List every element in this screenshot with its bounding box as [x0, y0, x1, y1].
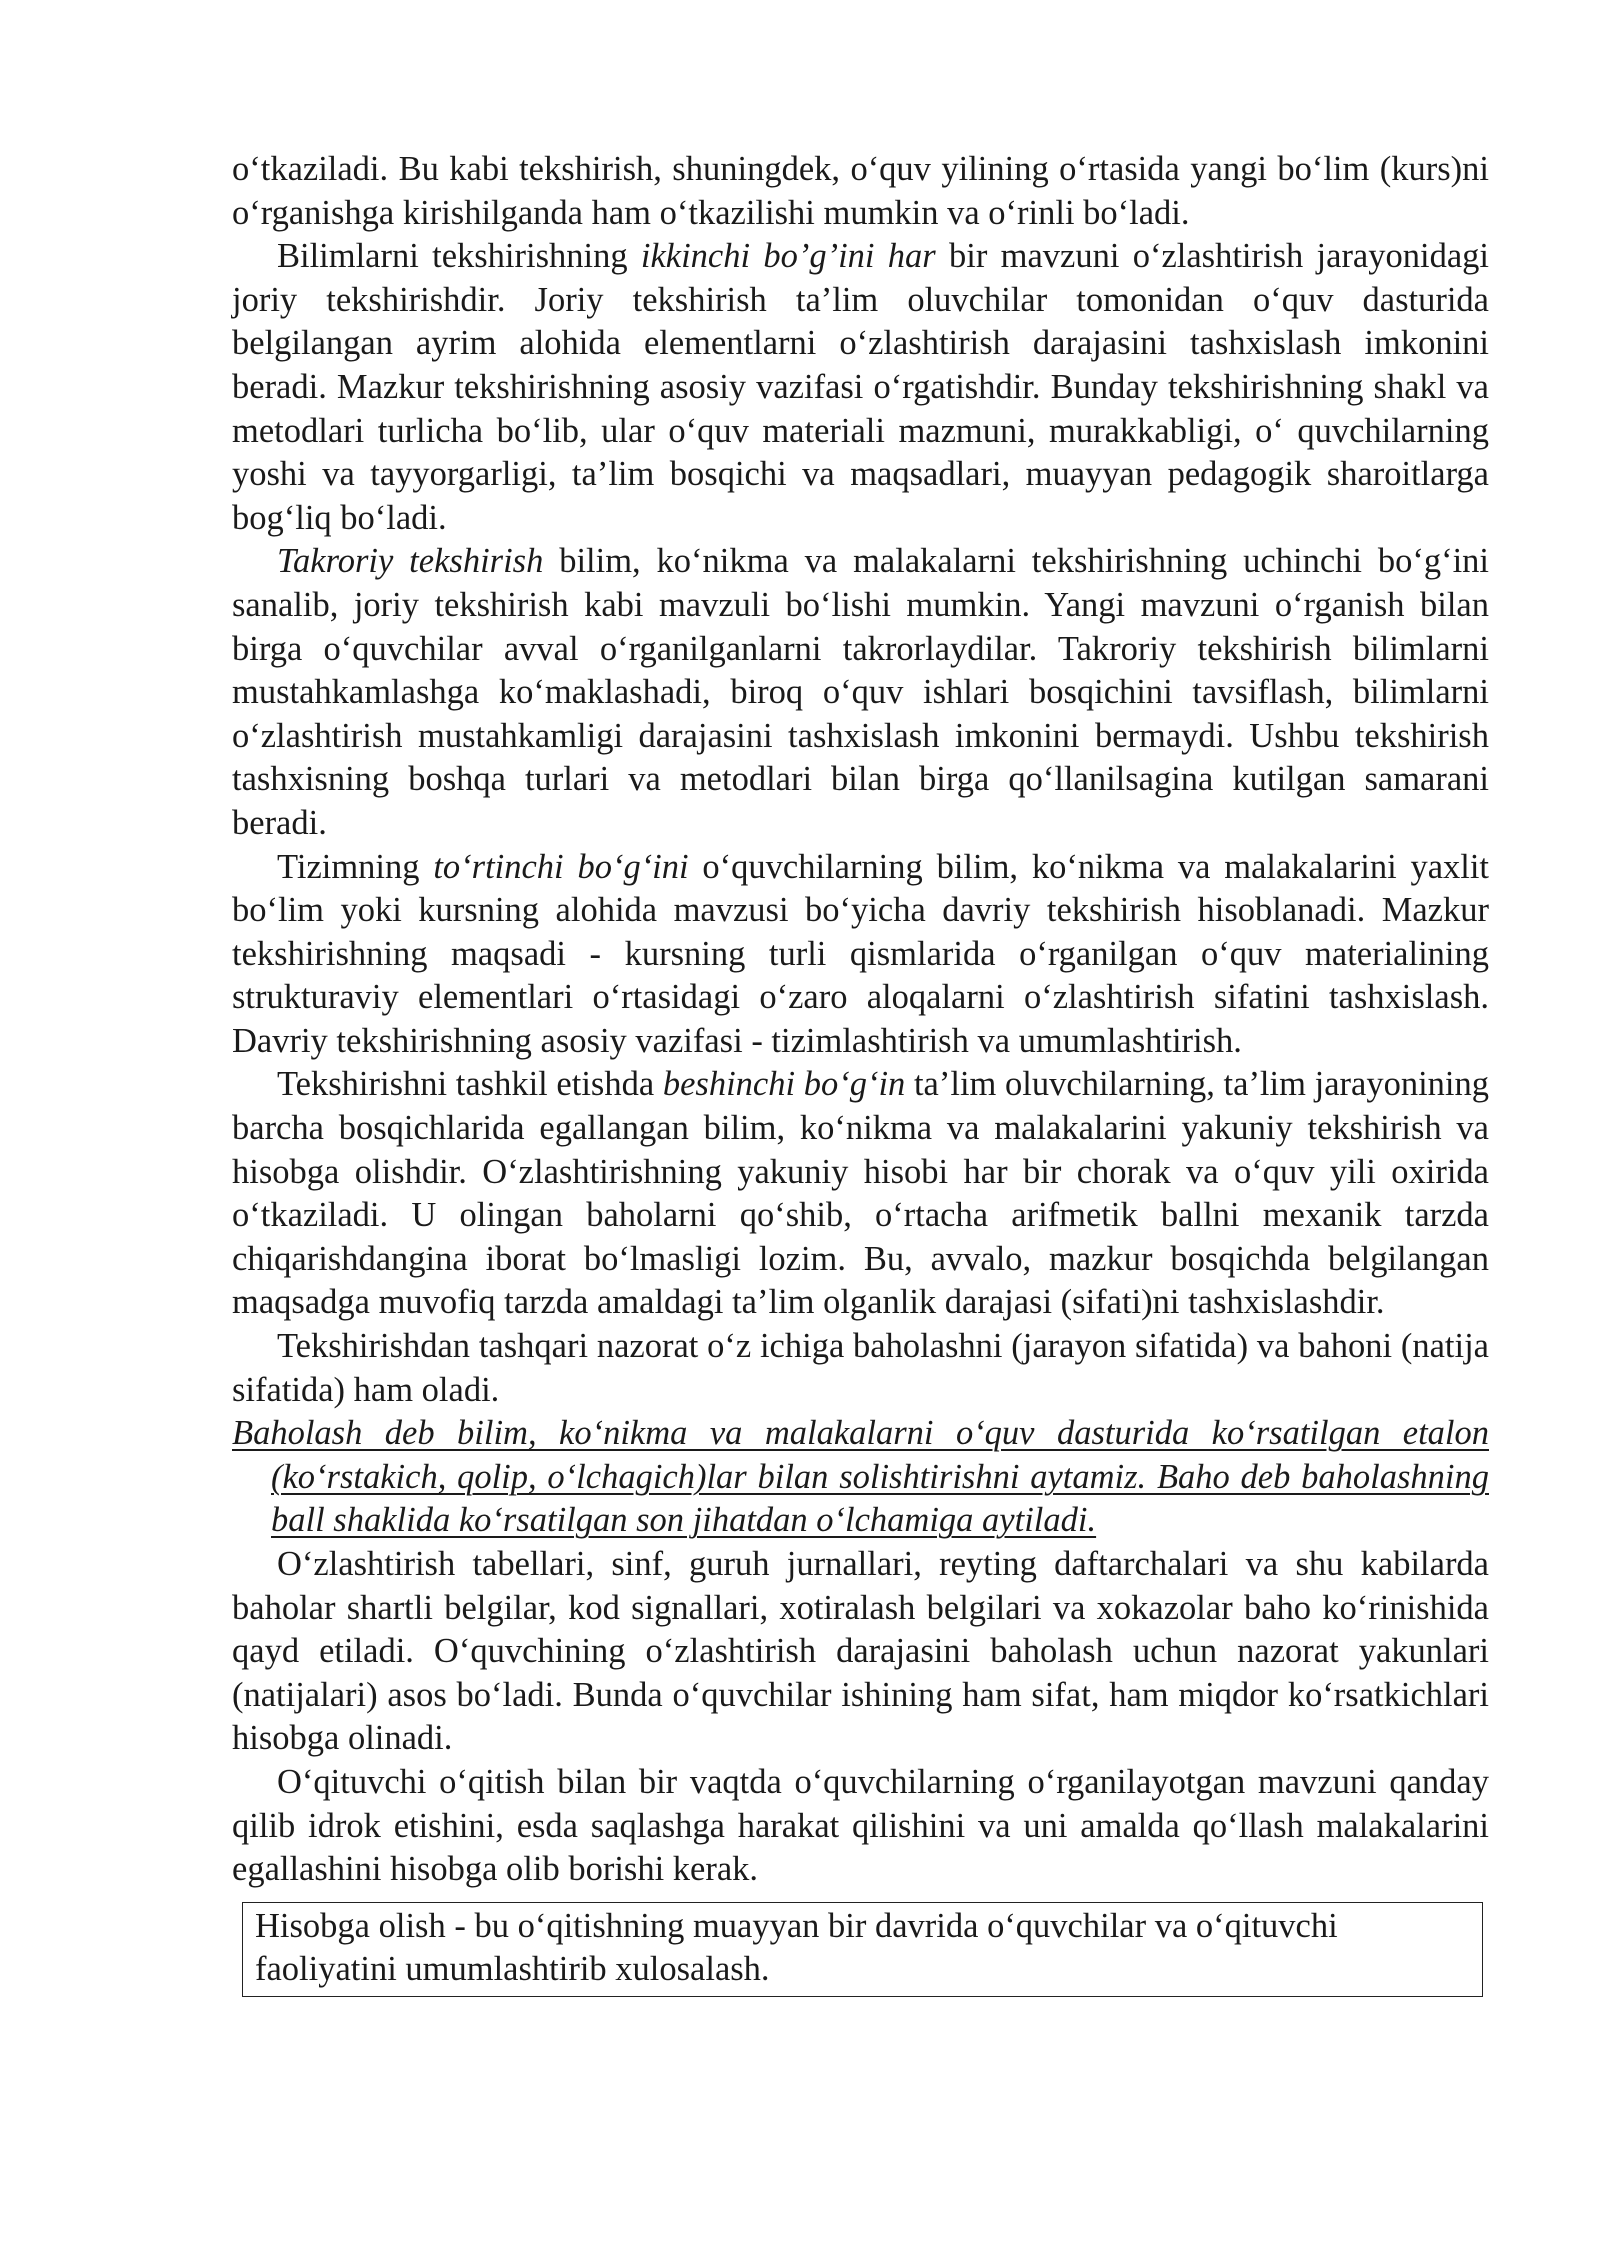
paragraph-second-link [232, 235, 1489, 540]
paragraph-control-scope: Tekshirishdan tashqari nazorat o‘z ichiga baholashni (jarayon sifatida) va bahoni (natija sifatida) ham oladi. [232, 1327, 1489, 1409]
paragraph-records: O‘zlashtirish tabellari, sinf, guruh jurnallari, reyting daftarchalari va shu kabilarda baholar shartli belgilar, kod signallari, xotiralash belgilari va xokazolar baho ko‘rinishida qayd etiladi. O‘quvchining o‘zlashtirish darajasini baholash uchun nazorat yakunlari (natijalari) asos bo‘ladi. Bunda o‘quvchilar ishining ham sifat, ham miqdor ko‘rsatkichlari hisobga olinadi. [232, 1545, 1489, 1758]
paragraph-italic-term: Takroriy tekshirish [277, 542, 544, 581]
paragraph-lead: Bilimlarni tekshirishning [277, 237, 641, 276]
paragraph-rest: bir mavzuni o‘zlashtirish jarayonidagi joriy tekshirishdir. Joriy tekshirish ta’lim oluvchilar tomonidan o‘quv dasturida belgilangan ayrim alohida elementlarni o‘zlashtirish darajasini tashxislash imkonini beradi. Mazkur tekshirishning asosiy vazifasi o‘rgatishdir. Bunday tekshirishning shakl va metodlari turlicha bo‘lib, ular o‘quv materiali mazmuni, murakkabligi, o‘ quvchilarning yoshi va tayyorgarligi, ta’lim bosqichi va maqsadlari, muayyan pedagogik sharoitlarga bog‘liq bo‘ladi. [232, 237, 1489, 537]
paragraph-fifth-link [232, 1063, 1489, 1325]
boxed-note: Hisobga olish - bu o‘qitishning muayyan bir davrida o‘quvchilar va o‘qituvchi faoliyatini umumlashtirib xulosalash. [242, 1902, 1483, 1997]
paragraph-lead: Tekshirishni tashkil etishda [277, 1065, 663, 1104]
document-page [232, 148, 1489, 1997]
paragraph-fourth-link [232, 846, 1489, 1064]
paragraph-italic-term: to‘rtinchi bo‘g‘ini [433, 847, 689, 886]
paragraph-italic-term: beshinchi bo‘g‘in [662, 1065, 906, 1104]
paragraph-rest: bilim, ko‘nikma va malakalarni tekshirishning uchinchi bo‘g‘ini sanalib, joriy tekshirish kabi mavzuli bo‘lishi mumkin. Yangi mavzuni o‘rganish bilan birga o‘quvchilar avval o‘rganilganlarni takrorlaydilar. Takroriy tekshirish bilimlarni mustahkamlashga ko‘maklashadi, biroq o‘quv ishlari bosqichini tavsiflash, bilimlarni o‘zlashtirish mustahkamligi darajasini tashxislash imkonini bermaydi. Ushbu tekshirish tashxisning boshqa turlari va metodlari bilan birga qo‘llanilsagina kutilgan samarani beradi. [232, 542, 1489, 842]
paragraph-continuation: o‘tkaziladi. Bu kabi tekshirish, shuningdek, o‘quv yilining o‘rtasida yangi bo‘lim (kurs)ni o‘rganishga kirishilganda ham o‘tkazilishi mumkin va o‘rinli bo‘ladi. [232, 150, 1489, 232]
paragraph-rest: o‘quvchilarning bilim, ko‘nikma va malakalarini yaxlit bo‘lim yoki kursning alohida mavzusi bo‘yicha davriy tekshirish hisoblanadi. Mazkur tekshirishning maqsadi - kursning turli qismlarida o‘rganilgan o‘quv materialining strukturaviy elementlari o‘rtasidagi o‘zaro aloqalarni o‘zlashtirish sifatini tashxislash. Davriy tekshirishning asosiy vazifasi - tizimlashtirish va umumlashtirish. [232, 847, 1490, 1060]
paragraph-lead: Tizimning [277, 847, 434, 886]
paragraph-teacher: O‘qituvchi o‘qitish bilan bir vaqtda o‘quvchilarning o‘rganilayotgan mavzuni qanday qilib idrok etishini, esda saqlashga harakat qilishini va uni amalda qo‘llash malakalarini egallashini hisobga olib borishi kerak. [232, 1762, 1489, 1889]
paragraph-repeat-check [232, 540, 1489, 845]
paragraph-italic-term: ikkinchi bo’g’ini har [640, 237, 936, 276]
paragraph-rest: ta’lim oluvchilarning, ta’lim jarayonining barcha bosqichlarida egallangan bilim, ko‘nikma va malakalarini yakuniy tekshirish va hisobga olishdir. O‘zlashtirishning yakuniy hisobi har bir chorak va o‘quv yili oxirida o‘tkaziladi. U olingan baholarni qo‘shib, o‘rtacha arifmetik ballni mexanik tarzda chiqarishdangina iborat bo‘lmasligi lozim. Bu, avvalo, mazkur bosqichda belgilangan maqsadga muvofiq tarzda amaldagi ta’lim olganlik darajasi (sifati)ni tashxislashdir. [232, 1065, 1489, 1322]
definition-underlined: Baholash deb bilim, ko‘nikma va malakalarni o‘quv dasturida ko‘rsatilgan etalon (ko‘rstakich, qolip, o‘lchagich)lar bilan solishtirishni aytamiz. Baho deb baholashning ball shaklida ko‘rsatilgan son jihatdan o‘lchamiga aytiladi. [232, 1414, 1489, 1540]
